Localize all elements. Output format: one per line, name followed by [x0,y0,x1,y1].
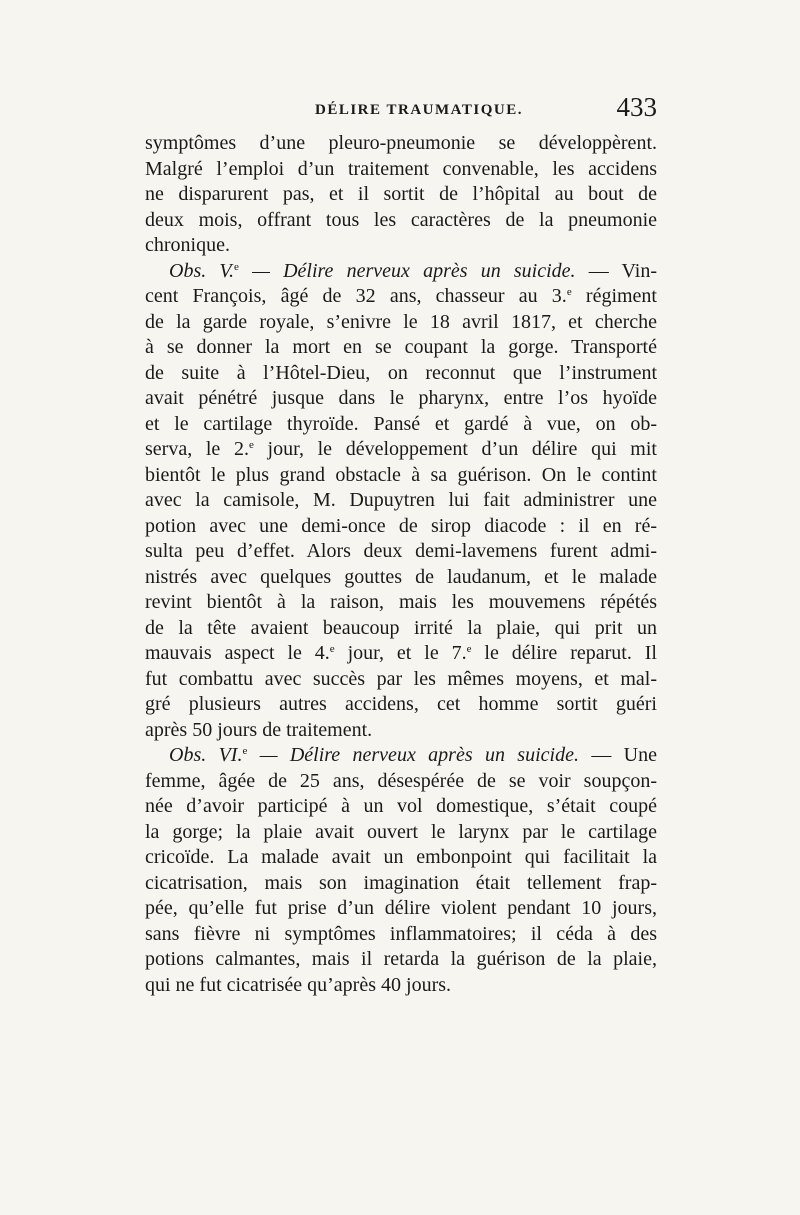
superscript: e [466,643,472,655]
text-line: potion avec une demi-once de sirop diacode : il en ré- [145,514,657,537]
text-fragment: régiment [571,285,657,307]
text-line: de la tête avaient beaucoup irrité la plaie, qui prit un [145,616,657,639]
text-line: chronique. [145,234,230,256]
obs-title: — Délire nerveux après un suicide. [247,744,579,766]
running-title: DÉLIRE TRAUMATIQUE. [315,102,523,118]
page-header [145,92,657,128]
text-line: pée, qu’elle fut prise d’un délire violent pendant 10 jours, [145,897,657,919]
text-fragment: jour, et le 7. [334,642,467,664]
text-fragment: jour, le développement d’un délire qui mit [253,438,657,460]
text-line: nistrés avec quelques gouttes de laudanum, et le malade [145,565,657,588]
text-line: née d’avoir participé à un vol domestique, s’était coupé [145,795,657,817]
superscript: e [566,286,572,298]
text-fragment: cent François, âgé de 32 ans, chasseur au 3. [145,285,567,307]
body-text [145,131,657,998]
text-line: femme, âgée de 25 ans, désespérée de se voir soupçon- [145,769,657,792]
text-line: de la garde royale, s’enivre le 18 avril 1817, et cherche [145,310,657,333]
text-line: cicatrisation, mais son imagination était tellement frap- [145,871,657,894]
text-line: et le cartilage thyroïde. Pansé et gardé à vue, on ob- [145,412,657,435]
observation-heading-vi [145,743,657,769]
text-line: revint bientôt à la raison, mais les mouvemens répétés [145,591,657,613]
superscript: e [234,260,239,273]
text-line: avec la camisole, M. Dupuytren lui fait administrer une [145,489,657,511]
obs-label: Obs. V. [169,259,235,282]
obs-label: Obs. VI. [169,744,243,766]
observation-heading-v [145,259,657,285]
text-line: de suite à l’Hôtel-Dieu, on reconnut que l’instrument [145,361,657,384]
text-line: deux mois, offrant tous les caractères de la pneumonie [145,208,657,231]
text-line: potions calmantes, mais il retarda la guérison de la plaie, [145,948,657,970]
text-fragment: mauvais aspect le 4. [145,642,330,664]
text-line: sulta peu d’effet. Alors deux demi-lavemens furent admi- [145,540,657,562]
text-line: la gorge; la plaie avait ouvert le larynx par le cartilage [145,820,657,843]
page-number: 433 [616,92,657,122]
text-line [145,284,657,310]
text-line: gré plusieurs autres accidens, cet homme sortit guéri [145,693,657,715]
text-line: cricoïde. La malade avait un embonpoint qui facilitait la [145,846,657,868]
text-line [145,437,657,463]
text-fragment: — Vin- [575,259,657,282]
superscript: e [329,643,335,655]
text-line: ne disparurent pas, et il sortit de l’hôpital au bout de [145,183,657,205]
text-fragment: — Une [578,744,657,766]
text-line: à se donner la mort en se coupant la gorge. Transporté [145,336,657,358]
text-line: qui ne fut cicatrisée qu’après 40 jours. [145,973,452,996]
superscript: e [248,439,254,451]
text-line [145,641,657,667]
text-line: avait pénétré jusque dans le pharynx, entre l’os hyoïde [145,387,657,409]
text-line: bientôt le plus grand obstacle à sa guérison. On le contint [145,463,657,486]
text-line: Malgré l’emploi d’un traitement convenable, les accidens [145,157,657,180]
text-fragment: le délire reparut. Il [471,642,657,664]
text-line: après 50 jours de traitement. [145,718,373,741]
superscript: e [242,745,248,757]
text-fragment: serva, le 2. [145,438,249,460]
text-line: symptômes d’une pleuro-pneumonie se développèrent. [145,132,657,154]
obs-title: — Délire nerveux après un suicide. [238,259,576,282]
text-line: sans fièvre ni symptômes inflammatoires; il céda à des [145,922,657,945]
text-line: fut combattu avec succès par les mêmes moyens, et mal- [145,667,657,690]
